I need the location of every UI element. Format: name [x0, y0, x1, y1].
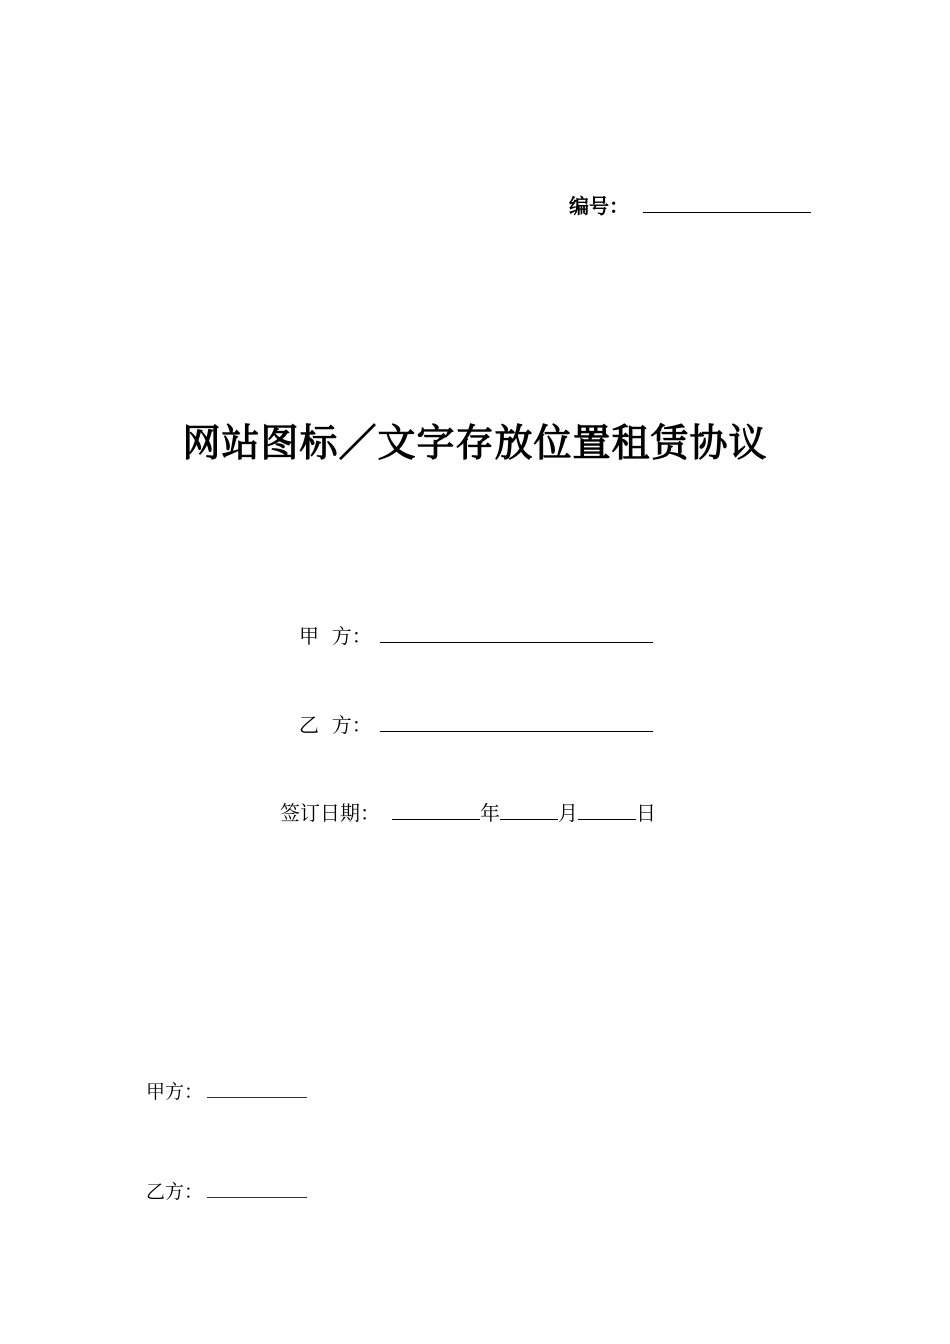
signature-party-b-row [146, 1177, 307, 1204]
signing-date-row [280, 797, 656, 826]
month-unit: 月 [558, 801, 578, 825]
signing-date-label: 签订日期： [280, 801, 380, 825]
signature-party-b-blank[interactable] [207, 1179, 307, 1198]
party-a-row [299, 620, 653, 649]
signature-party-a-label: 甲方： [146, 1081, 204, 1103]
party-b-blank[interactable] [380, 711, 653, 732]
serial-number-label: 编号： [569, 194, 629, 218]
year-unit: 年 [480, 801, 500, 825]
party-b-label: 乙 方： [299, 713, 372, 737]
month-blank[interactable] [500, 799, 558, 820]
party-a-label: 甲 方： [299, 624, 372, 648]
serial-number-row [569, 190, 811, 219]
day-unit: 日 [636, 801, 656, 825]
document-title: 网站图标／文字存放位置租赁协议 [182, 421, 768, 465]
signature-party-a-blank[interactable] [207, 1079, 307, 1098]
party-b-row [299, 709, 653, 738]
signature-party-b-label: 乙方： [146, 1181, 204, 1203]
signature-party-a-row [146, 1077, 307, 1104]
day-blank[interactable] [578, 799, 636, 820]
serial-number-blank[interactable] [643, 192, 811, 213]
party-a-blank[interactable] [380, 622, 653, 643]
year-blank[interactable] [392, 799, 480, 820]
